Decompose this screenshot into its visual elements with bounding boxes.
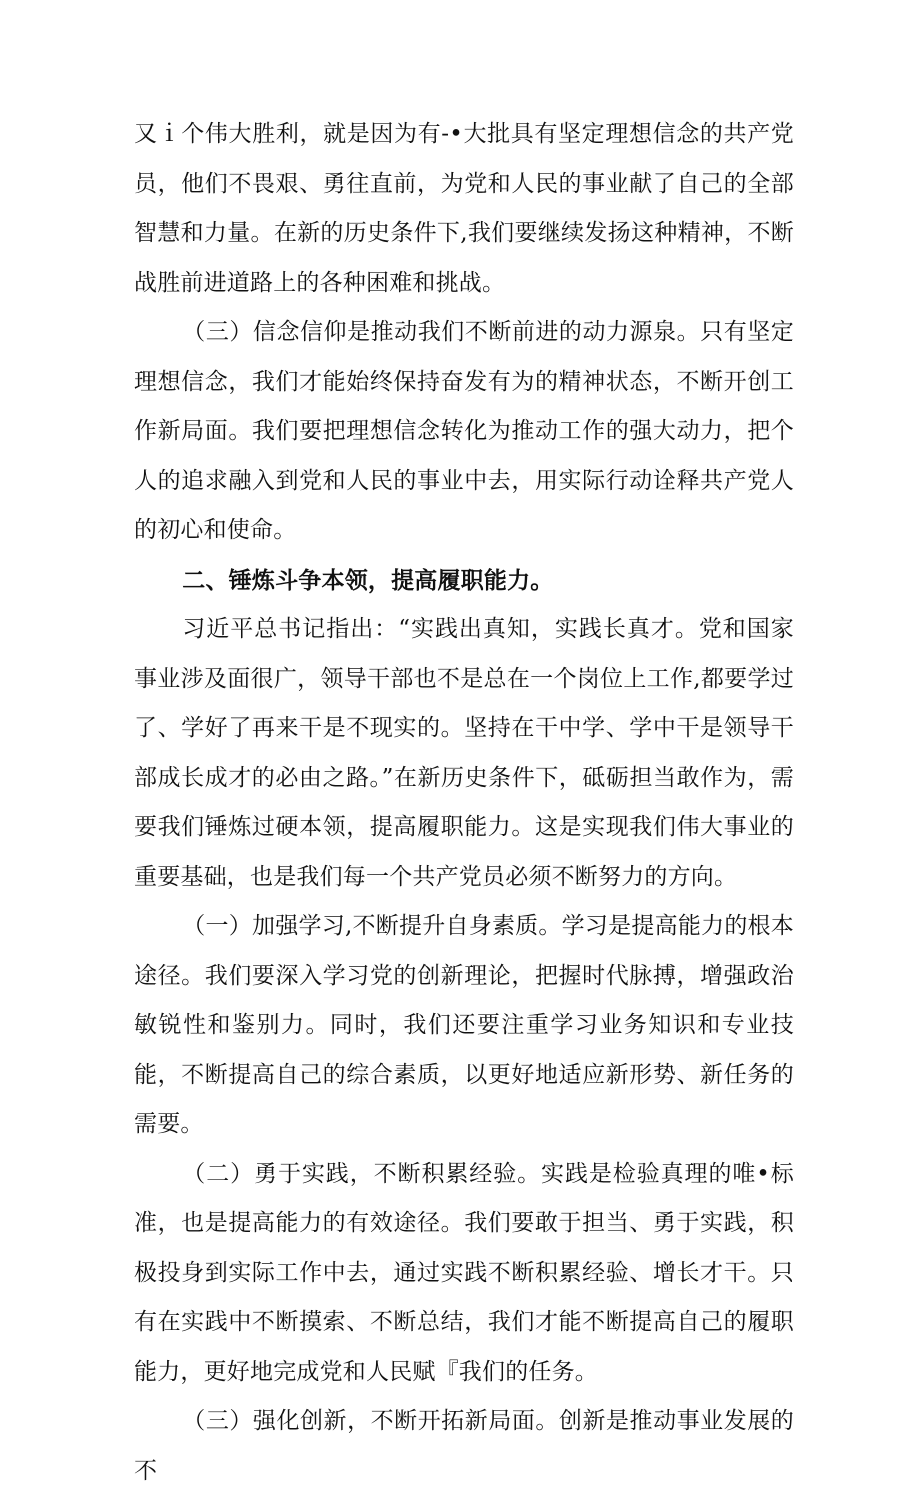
paragraph-practice-experience: （二）勇于实践，不断积累经验。实践是检验真理的唯•标准，也是提高能力的有效途径。我们要敢于担当、勇于实践，积极投身到实际工作中去，通过实践不断积累经验、增长才干。只有在实践中不断摸索、不断总结，我们才能不断提高自己的履职能力，更好地完成党和人民赋『我们的任务。: [134, 1160, 794, 1385]
paragraph-strengthen-learning: （一）加强学习,不断提升自身素质。学习是提高能力的根本途径。我们要深入学习党的创新理论，把握时代脉搏，增强政治敏锐性和鉴别力。同时，我们还要注重学习业务知识和专业技能，不断提高自己的综合素质，以更好地适应新形势、新任务的需要。: [134, 913, 794, 1137]
paragraph-continuation: 又ｉ个伟大胜利，就是因为有-•大批具有坚定理想信念的共产党员，他们不畏艰、勇往直前，为党和人民的事业献了自己的全部智慧和力量。在新的历史条件下,我们要继续发扬这种精神，不断战胜前进道路上的各种困难和挑战。: [134, 121, 794, 296]
section-heading-2: 二、锤炼斗争本领，提高履职能力。: [182, 566, 554, 594]
paragraph-innovation: （三）强化创新，不断开拓新局面。创新是推动事业发展的不: [134, 1408, 794, 1484]
document-page: [134, 110, 794, 1496]
paragraph-belief-driving-force: （三）信念信仰是推动我们不断前进的动力源泉。只有坚定理想信念，我们才能始终保持奋发有为的精神状态，不断开创工作新局面。我们要把理想信念转化为推动工作的强大动力，把个人的追求融入到党和人民的事业中去，用实际行动诠释共产党人的初心和使命。: [134, 319, 794, 543]
paragraph-quote-practice: 习近平总书记指出：“实践出真知，实践长真才。党和国家事业涉及面很广，领导干部也不是总在一个岗位上工作,都要学过了、学好了再来干是不现实的。坚持在干中学、学中干是领导干部成长成才的必由之路。”在新历史条件下，砥砺担当敢作为，需要我们锤炼过硬本领，提高履职能力。这是实现我们伟大事业的重要基础，也是我们每一个共产党员必须不断努力的方向。: [134, 616, 794, 890]
